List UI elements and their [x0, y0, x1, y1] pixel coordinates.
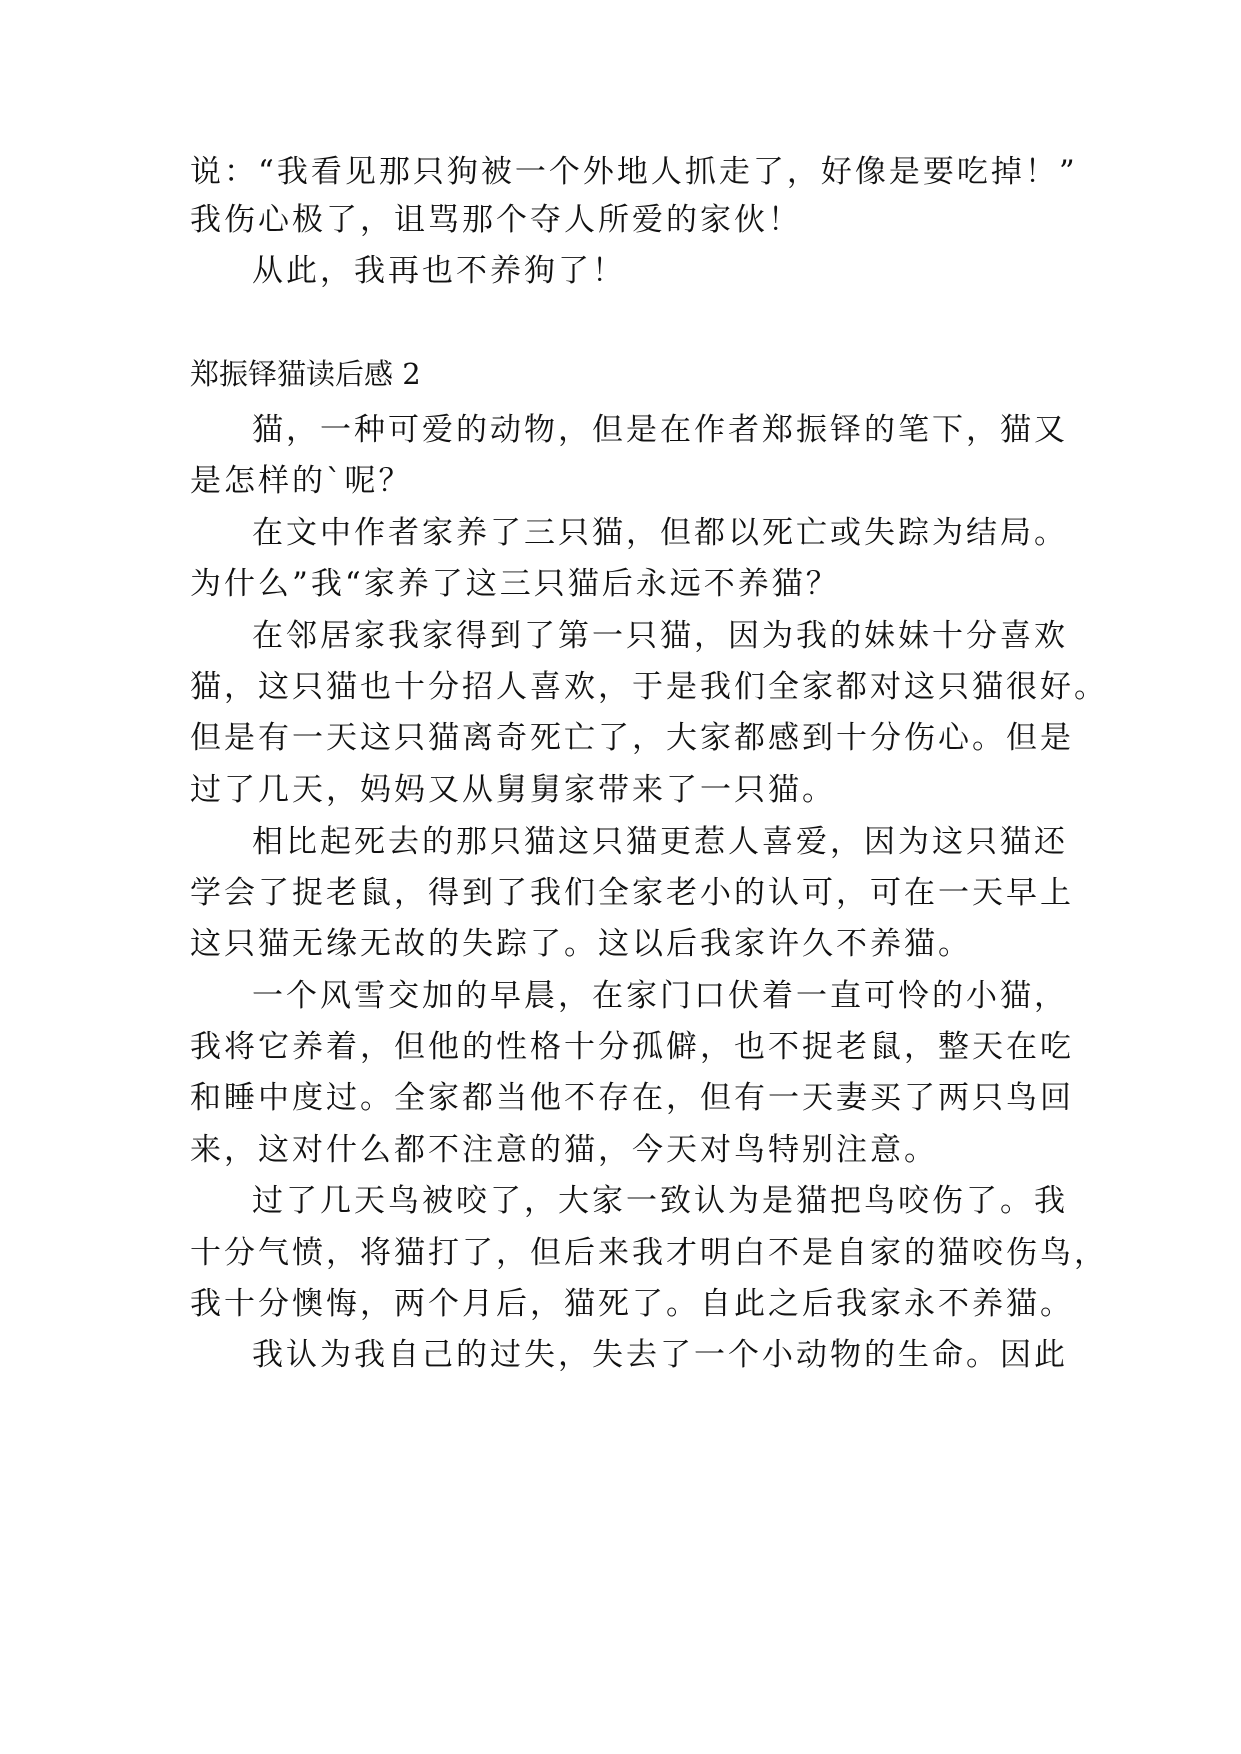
- text-line: 为什么”我“家养了这三只猫后永远不养猫？: [190, 566, 840, 602]
- text-line: 相比起死去的那只猫这只猫更惹人喜爱，因为这只猫还: [252, 824, 1068, 860]
- text-line: 一个风雪交加的早晨，在家门口伏着一直可怜的小猫，: [252, 978, 1068, 1014]
- text-line: 在文中作者家养了三只猫，但都以死亡或失踪为结局。: [252, 515, 1068, 551]
- text-line: 但是有一天这只猫离奇死亡了，大家都感到十分伤心。但是: [190, 720, 1074, 756]
- text-line: 这只猫无缘无故的失踪了。这以后我家许久不养猫。: [190, 926, 972, 962]
- text-line: 是怎样的`呢？: [190, 463, 413, 499]
- text-line: 从此，我再也不养狗了！: [252, 253, 626, 289]
- text-line: 我认为我自己的过失，失去了一个小动物的生命。因此: [252, 1337, 1068, 1373]
- text-line: 猫，一种可爱的动物，但是在作者郑振铎的笔下，猫又: [252, 412, 1068, 448]
- text-line: 说：“我看见那只狗被一个外地人抓走了，好像是要吃掉！”: [190, 154, 1078, 190]
- text-line: 学会了捉老鼠，得到了我们全家老小的认可，可在一天早上: [190, 875, 1074, 911]
- text-line: 过了几天，妈妈又从舅舅家带来了一只猫。: [190, 772, 836, 808]
- section-title: 郑振铎猫读后感 2: [190, 357, 421, 391]
- text-line: 过了几天鸟被咬了，大家一致认为是猫把鸟咬伤了。我: [252, 1183, 1068, 1219]
- text-line: 我将它养着，但他的性格十分孤僻，也不捉老鼠，整天在吃: [190, 1029, 1074, 1065]
- text-line: 十分气愤，将猫打了，但后来我才明白不是自家的猫咬伤鸟，: [190, 1235, 1108, 1271]
- text-line: 猫，这只猫也十分招人喜欢，于是我们全家都对这只猫很好。: [190, 669, 1108, 705]
- text-line: 我伤心极了，诅骂那个夺人所爱的家伙！: [190, 202, 802, 238]
- text-line: 我十分懊悔，两个月后，猫死了。自此之后我家永不养猫。: [190, 1286, 1074, 1322]
- text-line: 在邻居家我家得到了第一只猫，因为我的妹妹十分喜欢: [252, 618, 1068, 654]
- text-line: 来，这对什么都不注意的猫，今天对鸟特别注意。: [190, 1132, 938, 1168]
- text-line: 和睡中度过。全家都当他不存在，但有一天妻买了两只鸟回: [190, 1080, 1074, 1116]
